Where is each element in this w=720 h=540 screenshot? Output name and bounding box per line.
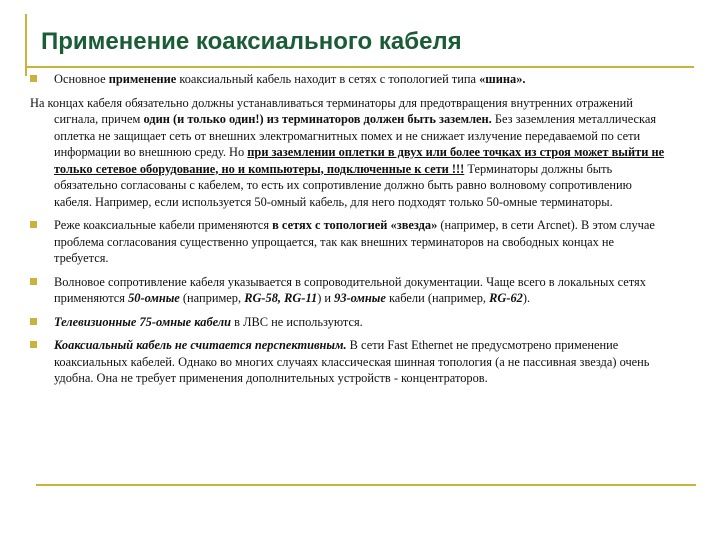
paragraph-5 [30, 314, 670, 331]
p4-text-d: RG-58, RG-11 [244, 291, 318, 305]
paragraph-1 [30, 71, 670, 88]
paragraph-2 [30, 95, 670, 211]
p4-text-i: ). [522, 291, 531, 305]
p1-text-b: применение [108, 72, 177, 86]
p2-text-c: Без заземления металлическая оплетка не защищает сеть от внешних электромагнитных помех и не снижает излучение передаваемой по сети информации во внешнюю среду. Но [54, 112, 657, 159]
paragraph-4 [30, 274, 670, 307]
square-bullet-icon [30, 341, 37, 348]
p4-text-f: 93-омные [334, 291, 386, 305]
p4-text-g: кабели (например, [385, 291, 490, 305]
p1-text-d: «шина». [479, 72, 526, 86]
p1-text-c: коаксиальный кабель находит в сетях с топологией типа [176, 72, 480, 86]
p2-text-d: при заземлении оплетки в двух или более точках из строя может выйти не только сетевое оборудование, но и компьютеры, подключенные к сети !!! [54, 145, 665, 176]
p5-text-a: Телевизионные 75-омные кабели [54, 314, 232, 329]
footer-rule [36, 484, 696, 486]
square-bullet-icon [30, 221, 37, 228]
p4-text-e: ) и [317, 291, 335, 305]
p4-text-a: Волновое сопротивление кабеля указывается в сопроводительной документации. Чаще всего в локальных сетях применяются [54, 274, 646, 305]
slide-title: Применение коаксиального кабеля [41, 28, 462, 55]
slide-body [30, 71, 670, 394]
p2-text-a: На концах кабеля обязательно должны устанавливаться терминаторы для предотвращения внутренних отражений сигнала, причем [30, 95, 633, 126]
p4-text-c: (например, [179, 291, 245, 305]
p5-text-b: в ЛВС не используются. [231, 314, 363, 329]
p2-text-e: Терминаторы должны быть обязательно согласованы с кабелем, то есть их сопротивление должно быть равно волновому сопротивлению кабеля. Например, если используется 50-омный кабель, для него подходят только 50-омные терминаторы. [54, 161, 632, 209]
p3-text-b: в сетях с топологией «звезда» [272, 218, 438, 232]
square-bullet-icon [30, 318, 37, 325]
square-bullet-icon [30, 278, 37, 285]
paragraph-3 [30, 217, 670, 267]
p2-text-b: один (и только один!) из терминаторов должен быть заземлен. [143, 112, 492, 126]
p6-text-a: Коаксиальный кабель не считается перспективным. [54, 338, 347, 352]
p4-text-h: RG-62 [489, 291, 523, 305]
p3-text-a: Реже коаксиальные кабели применяются [54, 218, 273, 232]
p1-text-a: Основное [54, 72, 109, 86]
paragraph-6 [30, 337, 670, 387]
p6-text-b: В сети Fast Ethernet не предусмотрено применение коаксиальных кабелей. Однако во многих случаях классическая шинная топология (а не пассивная звезда) очень удобна. Она не требует применения дополнительных устройств - концентраторов. [54, 338, 650, 385]
p4-text-b: 50-омные [128, 291, 180, 305]
p3-text-c: (например, в сети Arcnet). В этом случае проблема согласования существенно упрощается, так как внешних терминаторов на свободных концах не требуется. [54, 218, 655, 265]
title-underline-rule [25, 66, 694, 68]
square-bullet-icon [30, 75, 37, 82]
